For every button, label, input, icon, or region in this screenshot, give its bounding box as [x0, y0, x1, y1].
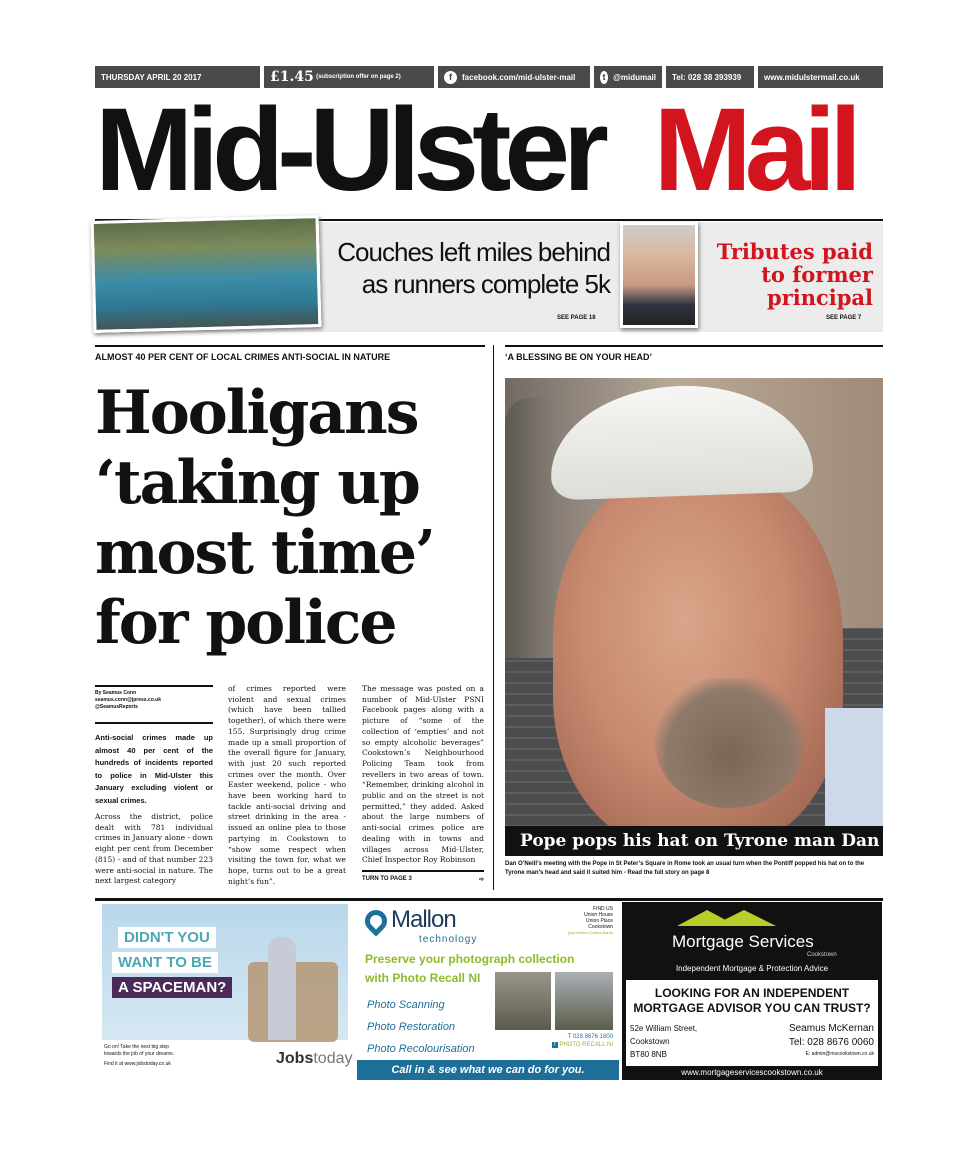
headline-line: WANT TO BE: [112, 952, 218, 973]
lead-headline[interactable]: Hooligans ‘taking up most time’ for police: [95, 378, 434, 658]
divider: [95, 722, 213, 724]
ad-divider: [95, 898, 883, 901]
find-us: FIND US Union House Union Place Cookstown (just behind Caters Bank): [567, 906, 613, 935]
ad-smallprint: Go on! Take the next big step towards the job of your dreams. Find it at www.jobstoday.co.uk: [104, 1044, 175, 1067]
contact: Seamus McKernan Tel: 028 8676 0060 E: admin@mscookstown.co.uk: [788, 1023, 874, 1057]
jobstoday-ad[interactable]: [98, 902, 353, 1080]
twitter-icon: t: [600, 71, 608, 84]
pillar: [505, 398, 560, 658]
mallon-logo-sub: technology: [419, 934, 478, 945]
mortgage-website[interactable]: www.mortgageservicescookstown.co.uk: [681, 1068, 823, 1077]
divider: [362, 870, 484, 872]
tagline: Independent Mortgage & Protection Advice: [675, 964, 829, 973]
boy: [268, 937, 296, 1040]
zucchetto: [548, 381, 814, 500]
facebook-icon: f: [444, 71, 457, 84]
cta-bar: Call in & see what we can do for you.: [357, 1060, 619, 1080]
promo-headline[interactable]: Tributes paid to former principal: [716, 239, 873, 310]
mortgage-ad[interactable]: [622, 902, 882, 1080]
photo-caption-title: Pope pops his hat on Tyrone man Dan: [505, 826, 883, 856]
phone: T 028 8676 1800: [567, 1034, 613, 1040]
column-divider: [493, 345, 494, 890]
old-photo: [495, 972, 551, 1030]
masthead: [95, 84, 885, 216]
runners-photo: [91, 215, 322, 333]
divider: [95, 345, 485, 347]
restored-photo: [555, 972, 613, 1030]
ad-headline: MORTGAGE ADVISOR YOU CAN TRUST?: [633, 1001, 871, 1015]
headline-line: A SPACEMAN?: [112, 977, 232, 998]
address: 52e William Street, Cookstown BT80 8NB: [630, 1024, 698, 1059]
twitter-link[interactable]: t @midumail: [594, 66, 662, 88]
bullet-list: Photo Scanning Photo Restoration Photo Recolourisation: [367, 999, 475, 1055]
ad-headline: with Photo Recall NI: [365, 971, 481, 985]
turn-to-page-link[interactable]: TURN TO PAGE 3 ➩: [362, 876, 484, 883]
promo-headline[interactable]: Couches left miles behind as runners complete 5k: [337, 237, 610, 299]
mortgage-logo: Mortgage Services: [672, 932, 814, 951]
facebook-page: f PHOTO RECALL NI: [553, 1042, 613, 1048]
arrow-right-icon: ➩: [478, 877, 484, 883]
body-column: of crimes reported were violent and sexual crimes (which have been tallied together), of which there were 155. Surprisingly drug crime made up a small proportion of the overall figure for January, with just 20 such reported crimes over the month. Over Easter weekend, police - who have been working hard to tackle anti-social driving and street drinking in the area - issued an online plea to those partying in Cookstown to “show some respect when visiting the town for, what we hope, turns out to be a great night’s fun”.: [228, 684, 346, 886]
house-roof-icon: [712, 910, 776, 926]
see-page: SEE PAGE 18: [557, 315, 596, 321]
see-page: SEE PAGE 7: [826, 315, 862, 321]
masthead-title: Mid-Ulster: [95, 84, 602, 216]
divider: [505, 345, 883, 347]
ad-headline: LOOKING FOR AN INDEPENDENT: [654, 986, 850, 1000]
feature-photo[interactable]: [505, 378, 883, 856]
facebook-link[interactable]: f facebook.com/mid-ulster-mail: [438, 66, 590, 88]
byline: By Seamus Conn seamus.conn@jpress.co.uk @SeamusReports: [95, 690, 162, 710]
feature-kicker: ‘A BLESSING BE ON YOUR HEAD’: [505, 352, 653, 362]
price: £1.45: [270, 69, 314, 85]
location-pin-icon: [360, 905, 391, 936]
principal-photo: [620, 222, 698, 328]
mortgage-town: Cookstown: [807, 952, 837, 958]
telephone: Tel: 028 38 393939: [666, 66, 754, 88]
headline-line: DIDN'T YOU: [118, 927, 216, 948]
subscription-note: (subscription offer on page 2): [316, 74, 401, 80]
body-column: The message was posted on a number of Mid-Ulster PSNI Facebook pages along with a picture of “some of the collection of ‘empties’ and not so empty alcoholic beverages” Cookstown’s Neighbourhood Policing Team took from revellers in two areas of town. “Remember, drinking alcohol in public and on the street is not permitted,” they added. Asked about the large numbers of anti-social crimes police are dealing with in towns and villages across Mid-Ulster, Chief Inspector Roy Robinson: [362, 684, 484, 865]
body-column: Across the district, police dealt with 781 individual crimes in January alone - down eight per cent from December (815) - and of that number 223 were anti-social in nature. The next largest category: [95, 812, 213, 886]
jobstoday-logo: Jobstoday: [276, 1050, 353, 1067]
website-link[interactable]: www.midulstermail.co.uk: [758, 66, 883, 88]
ad-headline: Preserve your photograph collection: [365, 952, 575, 966]
standfirst: Anti-social crimes made up almost 40 per cent of the hundreds of incidents reported to police in Mid-Ulster this January excluding violent or sexual crimes.: [95, 733, 213, 805]
masthead-title-red: Mail: [653, 84, 855, 216]
beard: [655, 678, 805, 808]
lead-kicker: ALMOST 40 PER CENT OF LOCAL CRIMES ANTI-SOCIAL IN NATURE: [95, 352, 391, 362]
issue-date: THURSDAY APRIL 20 2017: [95, 66, 260, 88]
mallon-ad[interactable]: [357, 902, 619, 1080]
facebook-icon: f: [553, 1042, 556, 1048]
mallon-logo: Mallon: [391, 906, 456, 933]
photo-caption: Dan O’Neill’s meeting with the Pope in St Peter’s Square in Rome took an usual turn when the Pontiff popped his hat on to the Tyrone man’s head and said it suited him - Read the full story on page 8: [505, 861, 865, 876]
divider: [95, 685, 213, 687]
